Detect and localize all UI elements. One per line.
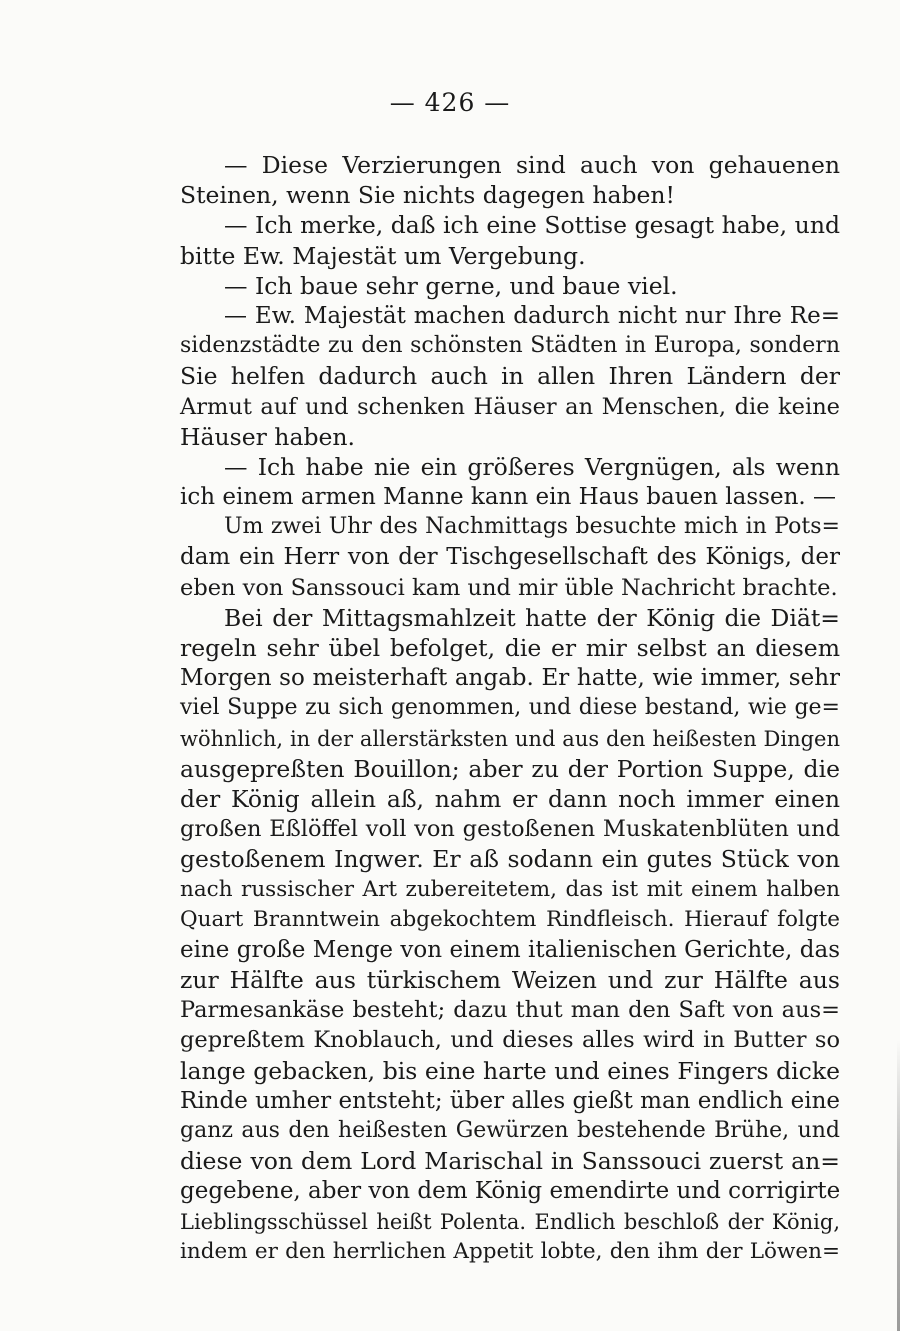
text-line: dam ein Herr von der Tischgesellschaft des Königs, der [180, 544, 840, 571]
text-line: — Ich habe nie ein größeres Vergnügen, als wenn [224, 452, 840, 481]
text-line: nach russischer Art zubereitetem, das ist mit einem halben [180, 876, 840, 902]
page-number-header: — 426 — [389, 88, 511, 117]
text-line: zur Hälfte aus türkischem Weizen und zur Hälfte aus [180, 966, 840, 995]
text-line: gepreßtem Knoblauch, und dieses alles wird in Butter so [180, 1027, 840, 1054]
text-line: gestoßenem Ingwer. Er aß sodann ein gutes Stück von [180, 845, 840, 874]
text-line: bitte Ew. Majestät um Vergebung. [180, 241, 586, 270]
text-line: Rinde umher entsteht; über alles gießt man endlich eine [180, 1087, 841, 1114]
text-line: indem er den herrlichen Appetit lobte, den ihm der Löwen= [180, 1238, 840, 1264]
text-line: gegebene, aber von dem König emendirte und corrigirte [180, 1178, 841, 1205]
text-line: wöhnlich, in der allerstärksten und aus den heißesten Dingen [180, 726, 840, 751]
text-line: — Ew. Majestät machen dadurch nicht nur Ihre Re= [224, 302, 840, 329]
text-line: Armut auf und schenken Häuser an Menschen, die keine [180, 393, 840, 420]
text-line: eine große Menge von einem italienischen Gerichte, das [180, 936, 840, 963]
text-line: Parmesankäse besteht; dazu thut man den Saft von aus= [180, 997, 840, 1024]
text-line: ganz aus den heißesten Gewürzen bestehende Brühe, und [180, 1118, 840, 1143]
text-line: Sie helfen dadurch auch in allen Ihren Ländern der [180, 362, 840, 391]
text-line: großen Eßlöffel voll von gestoßenen Muskatenblüten und [180, 816, 840, 843]
text-line: der König allein aß, nahm er dann noch immer einen [180, 784, 840, 813]
text-line: Quart Branntwein abgekochtem Rindfleisch. Hierauf folgte [180, 906, 840, 932]
text-line: ausgepreßten Bouillon; aber zu der Portion Suppe, die [180, 754, 840, 783]
text-line: Bei der Mittagsmahlzeit hatte der König die Diät= [224, 603, 840, 632]
text-line: Morgen so meisterhaft angab. Er hatte, wie immer, sehr [180, 665, 840, 692]
text-line: sidenzstädte zu den schönsten Städten in Europa, sondern [180, 333, 840, 359]
text-line: Steinen, wenn Sie nichts dagegen haben! [180, 181, 675, 210]
text-line: viel Suppe zu sich genommen, und diese bestand, wie ge= [180, 695, 840, 721]
text-line: — Ich merke, daß ich eine Sottise gesagt habe, und [224, 211, 840, 240]
text-line: Häuser haben. [180, 422, 356, 451]
text-line: regeln sehr übel befolget, die er mir selbst an diesem [180, 634, 840, 662]
text-line: — Ich baue sehr gerne, und baue viel. [224, 271, 678, 300]
text-line: lange gebacken, bis eine harte und eines Fingers dicke [180, 1056, 840, 1085]
text-line: — Diese Verzierungen sind auch von gehauenen [224, 151, 840, 179]
text-line: Um zwei Uhr des Nachmittags besuchte mich in Pots= [224, 514, 840, 540]
text-line: diese von dem Lord Marischal in Sanssouci zuerst an= [180, 1147, 840, 1176]
body-text [180, 150, 840, 1267]
text-line: eben von Sanssouci kam und mir üble Nachricht brachte. [180, 574, 838, 601]
text-line: Lieblingsschüssel heißt Polenta. Endlich beschloß der König, [180, 1209, 840, 1234]
text-line: ich einem armen Manne kann ein Haus bauen lassen. — [180, 484, 837, 511]
